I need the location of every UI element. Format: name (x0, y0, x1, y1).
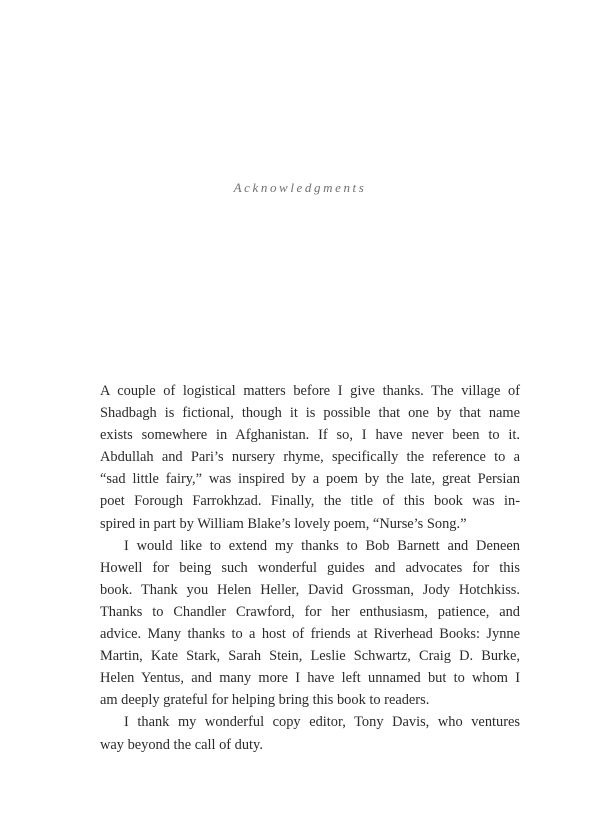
text-line: Helen Yentus, and many more I have left unnamed but to whom I (100, 670, 520, 687)
text-line: A couple of logistical matters before I give thanks. The village of (100, 383, 520, 399)
text-line: I thank my wonderful copy editor, Tony Davis, who ventures (124, 714, 520, 731)
text-line: am deeply grateful for helping bring this book to readers. (100, 692, 430, 709)
text-line: Abdullah and Pari’s nursery rhyme, specifically the reference to a (100, 449, 520, 466)
text-line: book. Thank you Helen Heller, David Grossman, Jody Hotchkiss. (100, 581, 520, 598)
text-line: Martin, Kate Stark, Sarah Stein, Leslie Schwartz, Craig D. Burke, (100, 648, 520, 665)
paragraph-copy-editor (100, 711, 520, 755)
text-line: exists somewhere in Afghanistan. If so, I have never been to it. (100, 427, 520, 444)
acknowledgments-body (100, 380, 520, 756)
text-line: I would like to extend my thanks to Bob Barnett and Deneen (124, 537, 520, 554)
text-line: advice. Many thanks to a host of friends at Riverhead Books: Jynne (100, 626, 520, 643)
paragraph-thanks (100, 535, 520, 712)
text-line: poet Forough Farrokhzad. Finally, the title of this book was in- (100, 493, 520, 510)
chapter-heading: Acknowledgments (233, 180, 367, 195)
text-line: way beyond the call of duty. (100, 736, 263, 753)
text-line: “sad little fairy,” was inspired by a poem by the late, great Persian (100, 471, 520, 488)
text-line: Shadbagh is fictional, though it is possible that one by that name (100, 405, 520, 422)
text-line: Howell for being such wonderful guides and advocates for this (100, 559, 520, 576)
text-line: spired in part by William Blake’s lovely poem, “Nurse’s Song.” (100, 515, 467, 532)
text-line: Thanks to Chandler Crawford, for her enthusiasm, patience, and (100, 603, 520, 620)
paragraph-logistics (100, 380, 520, 535)
